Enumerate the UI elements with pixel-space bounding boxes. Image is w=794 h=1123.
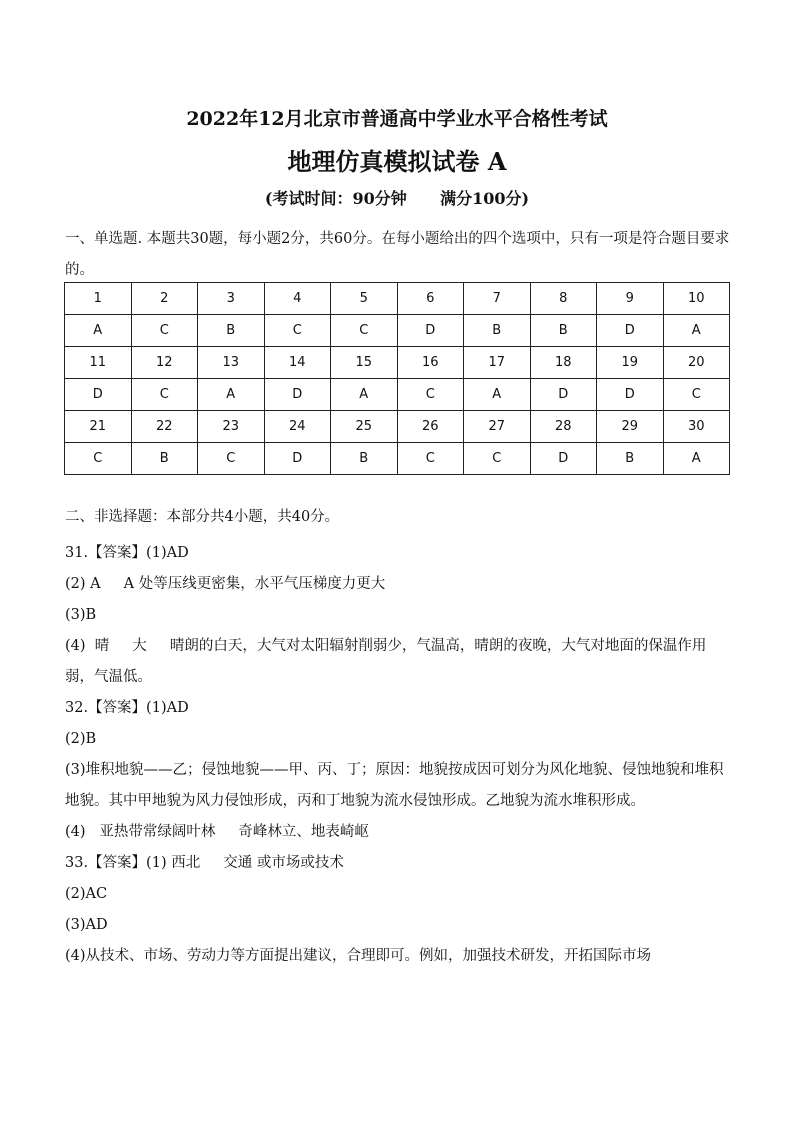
question-number-cell: 2	[131, 283, 198, 315]
question-number-cell: 10	[663, 283, 730, 315]
question-number-cell: 4	[264, 283, 331, 315]
answer-table	[64, 282, 730, 475]
answer-cell: A	[663, 315, 730, 347]
answer-cell: D	[530, 379, 597, 411]
answer-cell: A	[331, 379, 398, 411]
answer-cell: C	[331, 315, 398, 347]
answer-cell: D	[264, 443, 331, 475]
question-number-cell: 21	[65, 411, 132, 443]
answer-cell: C	[663, 379, 730, 411]
answer-row	[65, 315, 730, 347]
answer-cell: A	[198, 379, 265, 411]
answer-line: (3)B	[65, 607, 97, 623]
answer-cell: A	[65, 315, 132, 347]
question-number-cell: 7	[464, 283, 531, 315]
answer-list	[65, 538, 733, 972]
question-number-cell: 11	[65, 347, 132, 379]
question-number-cell: 1	[65, 283, 132, 315]
question-number-cell: 23	[198, 411, 265, 443]
section-1-instruction: 一、单选题. 本题共30题，每小题2分，共60分。在每小题给出的四个选项中，只有一项是符合题目要求的。	[65, 231, 730, 278]
answer-line: (2) A A 处等压线更密集，水平气压梯度力更大	[65, 576, 386, 592]
question-number-cell: 9	[597, 283, 664, 315]
answer-cell: C	[264, 315, 331, 347]
exam-subtitle: 地理仿真模拟试卷 A	[287, 147, 507, 176]
question-number-cell: 14	[264, 347, 331, 379]
question-number-cell: 6	[397, 283, 464, 315]
section-2-heading: 二、非选择题：本部分共4小题，共40分。	[65, 509, 340, 525]
question-number-cell: 24	[264, 411, 331, 443]
question-number-cell: 3	[198, 283, 265, 315]
answer-line: (2)AC	[65, 886, 108, 902]
question-number-cell: 5	[331, 283, 398, 315]
answer-cell: D	[264, 379, 331, 411]
question-number-cell: 16	[397, 347, 464, 379]
answer-cell: D	[397, 315, 464, 347]
answer-cell: D	[597, 315, 664, 347]
answer-cell: D	[597, 379, 664, 411]
answer-line: (3)堆积地貌——乙；侵蚀地貌——甲、丙、丁；原因：地貌按成因可划分为风化地貌、侵蚀地貌和堆积地貌。其中甲地貌为风力侵蚀形成，丙和丁地貌为流水侵蚀形成。乙地貌为流水堆积形成。	[65, 762, 724, 809]
answer-cell: B	[198, 315, 265, 347]
answer-line: 31.【答案】(1)AD	[65, 545, 189, 561]
answer-cell: A	[464, 379, 531, 411]
answer-row	[65, 379, 730, 411]
answer-line: 32.【答案】(1)AD	[65, 700, 189, 716]
question-number-cell: 25	[331, 411, 398, 443]
answer-cell: C	[131, 379, 198, 411]
answer-line: (4) 亚热带常绿阔叶林 奇峰林立、地表崎岖	[65, 824, 369, 840]
answer-row	[65, 443, 730, 475]
question-number-cell: 19	[597, 347, 664, 379]
answer-line: (4) 晴 大 晴朗的白天，大气对太阳辐射削弱少，气温高，晴朗的夜晚，大气对地面的保温作用弱，气温低。	[65, 638, 707, 685]
question-number-cell: 12	[131, 347, 198, 379]
answer-cell: B	[464, 315, 531, 347]
question-number-cell: 27	[464, 411, 531, 443]
exam-title: 2022年12月北京市普通高中学业水平合格性考试	[186, 108, 608, 130]
question-number-cell: 8	[530, 283, 597, 315]
question-number-cell: 18	[530, 347, 597, 379]
answer-line: 33.【答案】(1) 西北 交通 或市场或技术	[65, 855, 344, 871]
question-number-cell: 30	[663, 411, 730, 443]
answer-cell: C	[397, 379, 464, 411]
question-number-cell: 28	[530, 411, 597, 443]
answer-cell: D	[530, 443, 597, 475]
answer-cell: C	[397, 443, 464, 475]
answer-cell: A	[663, 443, 730, 475]
answer-cell: C	[131, 315, 198, 347]
answer-line: (3)AD	[65, 917, 108, 933]
answer-cell: B	[131, 443, 198, 475]
question-number-cell: 29	[597, 411, 664, 443]
answer-cell: B	[597, 443, 664, 475]
question-number-cell: 22	[131, 411, 198, 443]
answer-cell: B	[530, 315, 597, 347]
answer-cell: C	[65, 443, 132, 475]
question-number-cell: 26	[397, 411, 464, 443]
question-number-cell: 13	[198, 347, 265, 379]
answer-cell: D	[65, 379, 132, 411]
question-number-cell: 15	[331, 347, 398, 379]
answer-cell: C	[464, 443, 531, 475]
exam-time-score: (考试时间：90分钟 满分100分)	[264, 189, 530, 208]
question-number-cell: 20	[663, 347, 730, 379]
question-number-row	[65, 347, 730, 379]
question-number-cell: 17	[464, 347, 531, 379]
question-number-row	[65, 283, 730, 315]
answer-line: (4)从技术、市场、劳动力等方面提出建议，合理即可。例如，加强技术研发，开拓国际市场	[65, 948, 652, 964]
answer-line: (2)B	[65, 731, 97, 747]
answer-cell: B	[331, 443, 398, 475]
answer-cell: C	[198, 443, 265, 475]
question-number-row	[65, 411, 730, 443]
